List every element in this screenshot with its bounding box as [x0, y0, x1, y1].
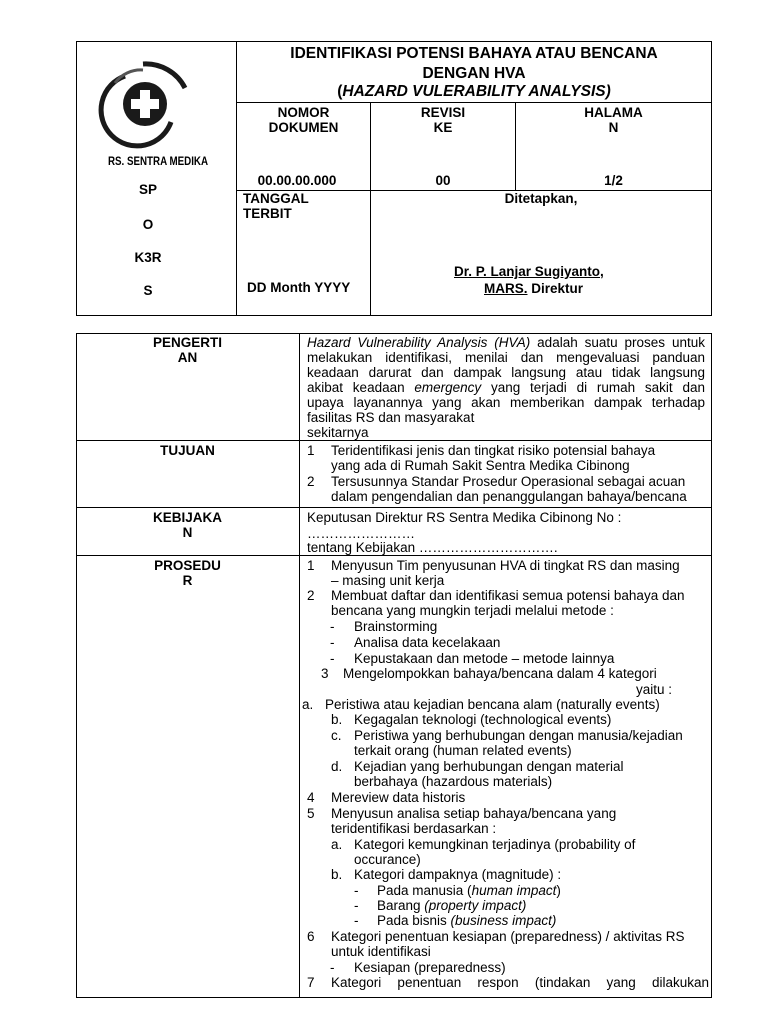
metode-kepustakaan: Kepustakaan dan metode – metode lainnya [354, 651, 615, 666]
analisa-b: Kategori dampaknya (magnitude) : [354, 867, 562, 882]
dash-bullet: - [330, 960, 335, 975]
analisa-a: Kategori kemungkinan terjadinya (probability of occurance) [354, 837, 636, 867]
document-title-line3: (HAZARD VULERABILITY ANALYSIS) [337, 83, 611, 100]
sop-label-o: O [142, 217, 154, 232]
director-title: MARS. Direktur [484, 281, 584, 296]
prosedur-num-1: 1 [307, 558, 315, 573]
prosedur-label: PROSEDU R [154, 558, 221, 588]
metode-brainstorming: Brainstorming [354, 619, 438, 634]
kategori-c: Peristiwa yang berhubungan dengan manusia/kejadian terkait orang (human related events) [354, 728, 683, 758]
tanggal-terbit-value: DD Month YYYY [247, 280, 351, 295]
kebijakan-label: KEBIJAKA N [152, 510, 222, 540]
prosedur-item-4: Mereview data historis [331, 790, 466, 805]
analisa-a-letter: a. [331, 837, 343, 852]
impact-business: Pada bisnis (business impact) [377, 913, 557, 928]
prosedur-item-6: Kategori penentuan kesiapan (preparedness) / aktivitas RS untuk identifikasi [331, 929, 685, 959]
impact-human: Pada manusia (human impact) [377, 883, 561, 898]
prosedur-item-7: Kategori penentuan respon (tindakan yang dilakukan [331, 975, 709, 990]
dash-bullet: - [354, 883, 359, 898]
kebijakan-line1: Keputusan Direktur RS Sentra Medika Cibinong No : [307, 510, 622, 525]
metode-analisa: Analisa data kecelakaan [354, 635, 501, 650]
tanggal-terbit-label: TANGGAL TERBIT [243, 191, 309, 221]
tujuan-num-2: 2 [307, 474, 315, 489]
tujuan-item-2: Tersusunnya Standar Prosedur Operasional sebagai acuan dalam pengendalian dan penanggulangan bahaya/bencana [331, 474, 687, 504]
prosedur-item-5: Menyusun analisa setiap bahaya/bencana yang teridentifikasi berdasarkan : [331, 806, 617, 836]
pengertian-label: PENGERTI AN [152, 335, 222, 365]
tujuan-label: TUJUAN [160, 443, 215, 458]
ditetapkan-label: Ditetapkan, [504, 191, 578, 206]
pengertian-line4: akibat keadaan emergency yang terjadi di rumah sakit dan [307, 380, 705, 395]
nomor-dokumen-value: 00.00.00.000 [257, 173, 337, 188]
pengertian-line3: keadaan darurat dan dampak langsung atau tidak langsung [307, 365, 705, 380]
kategori-a: Peristiwa atau kejadian bencana alam (naturally events) [325, 697, 660, 712]
halaman-value: 1/2 [604, 173, 623, 188]
sop-label-sp: SP [138, 182, 157, 197]
dash-bullet: - [330, 619, 335, 634]
pengertian-line2: melakukan identifikasi, menilai dan mengevaluasi panduan [307, 350, 705, 365]
logo-text: RS. SENTRA MEDIKA [107, 156, 209, 168]
tujuan-item-1: Teridentifikasi jenis dan tingkat risiko potensial bahaya yang ada di Rumah Sakit Sentra Medika Cibinong [331, 443, 656, 473]
revisi-label: REVISI KE [420, 105, 466, 135]
sop-label-k3r: K3R [134, 250, 162, 265]
prosedur-num-3: 3 [321, 666, 329, 681]
kebijakan-line2: …………………… [307, 526, 415, 541]
dash-bullet: - [354, 898, 359, 913]
prosedur-num-2: 2 [307, 588, 315, 603]
prosedur-num-4: 4 [307, 790, 315, 805]
nomor-dokumen-label: NOMOR DOKUMEN [268, 105, 339, 135]
sop-label-s: S [143, 283, 153, 298]
pengertian-line6: fasilitas RS dan masyarakat [307, 410, 475, 425]
prosedur-num-6: 6 [307, 929, 315, 944]
prosedur-item-3-cont: yaitu : [636, 682, 673, 697]
kebijakan-line3: tentang Kebijakan …………………………. [307, 540, 558, 555]
analisa-b-letter: b. [331, 867, 343, 882]
kategori-d-letter: d. [331, 759, 343, 774]
revisi-value: 00 [435, 173, 451, 188]
pengertian-line1: Hazard Vulnerability Analysis (HVA) adalah suatu proses untuk [307, 335, 705, 350]
document-title-line2: DENGAN HVA [422, 65, 526, 82]
kesiapan-item: Kesiapan (preparedness) [354, 960, 506, 975]
kategori-b: Kegagalan teknologi (technological events) [354, 712, 612, 727]
tujuan-num-1: 1 [307, 443, 315, 458]
kategori-d: Kejadian yang berhubungan dengan material berbahaya (hazardous materials) [354, 759, 624, 789]
kategori-c-letter: c. [331, 728, 342, 743]
prosedur-item-3: Mengelompokkan bahaya/bencana dalam 4 kategori [343, 666, 657, 681]
kategori-a-letter: a. [302, 697, 314, 712]
prosedur-num-7: 7 [307, 975, 315, 990]
director-name: Dr. P. Lanjar Sugiyanto, [454, 264, 604, 279]
kategori-b-letter: b. [331, 712, 343, 727]
document-title-line1: IDENTIFIKASI POTENSI BAHAYA ATAU BENCANA [290, 45, 658, 62]
dash-bullet: - [330, 651, 335, 666]
prosedur-item-1: Menyusun Tim penyusunan HVA di tingkat RS dan masing – masing unit kerja [331, 558, 680, 588]
impact-property: Barang (property impact) [377, 898, 527, 913]
pengertian-line5: upaya layanannya yang akan memberikan dampak terhadap [307, 395, 705, 410]
dash-bullet: - [354, 913, 359, 928]
prosedur-item-2: Membuat daftar dan identifikasi semua potensi bahaya dan bencana yang mungkin terjadi melalui metode : [331, 588, 685, 618]
halaman-label: HALAMA N [584, 105, 643, 135]
pengertian-line7: sekitarnya [307, 425, 369, 440]
prosedur-num-5: 5 [307, 806, 315, 821]
dash-bullet: - [330, 635, 335, 650]
